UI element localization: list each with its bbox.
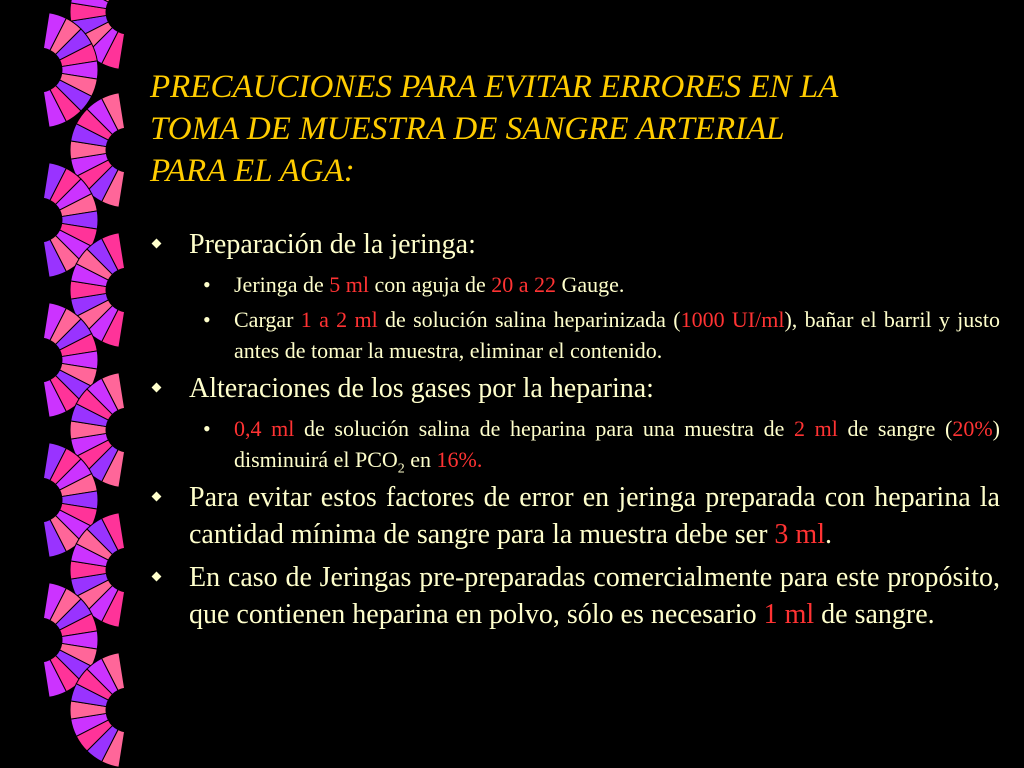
text: ), bañar el barril y justo antes de tomar la muestra, eliminar el contenido. [234,307,1000,363]
fan-ribbon-decoration [0,0,150,768]
dot-bullet-icon: • [203,307,211,332]
sub-bullet-load-heparin [150,304,1000,366]
sub-bullet-syringe-size [150,269,1000,300]
subscript: 2 [397,461,405,477]
text: en [404,447,437,472]
diamond-bullet-icon [152,239,162,249]
highlight: 0,4 ml [234,416,295,441]
slide-title [150,66,1010,192]
dot-bullet-icon: • [203,416,211,441]
highlight: 2 ml [794,416,838,441]
text: de solución salina de heparina para una muestra de [294,416,794,441]
title-line-3: PARA EL AGA: [150,153,355,189]
diamond-bullet-icon [152,383,162,393]
diamond-bullet-icon [152,492,162,502]
bullet-prefilled-syringes [150,559,1000,633]
highlight: 20 a 22 [491,272,556,297]
text: con aguja de [369,272,492,297]
title-line-2: TOMA DE MUESTRA DE SANGRE ARTERIAL [150,111,785,147]
bullet-minimum-blood [150,479,1000,553]
bullet-text: Alteraciones de los gases por la heparina: [189,373,654,404]
title-line-1: PRECAUCIONES PARA EVITAR ERRORES EN LA [150,69,839,105]
highlight: 1 ml [763,599,815,630]
highlight: 16%. [436,447,483,472]
highlight: 3 ml [774,519,825,550]
text: Para evitar estos factores de error en jeringa preparada con heparina la cantidad mínima de sangre para la muestra debe ser [189,482,1000,550]
text: de sangre. [814,599,935,630]
text: Cargar [234,307,301,332]
text: de solución salina heparinizada ( [377,307,681,332]
text: . [824,519,832,550]
text: de sangre ( [837,416,953,441]
bullet-gas-alterations [150,370,1000,407]
slide-body [150,226,1000,639]
dot-bullet-icon: • [203,272,211,297]
text: En caso de Jeringas pre-preparadas comercialmente para este propósito, que contienen heparina en polvo, sólo es necesario [189,562,1000,630]
bullet-text: Preparación de la jeringa: [189,229,476,260]
bullet-syringe-prep [150,226,1000,263]
highlight: 1 a 2 ml [300,307,378,332]
text: ) disminuirá el PCO [234,416,1000,472]
highlight: 1000 UI/ml [680,307,785,332]
sub-bullet-pco2-decrease [150,413,1000,475]
highlight: 20% [952,416,993,441]
text: Jeringa de [234,272,330,297]
text: Gauge. [555,272,625,297]
highlight: 5 ml [329,272,370,297]
diamond-bullet-icon [152,572,162,582]
